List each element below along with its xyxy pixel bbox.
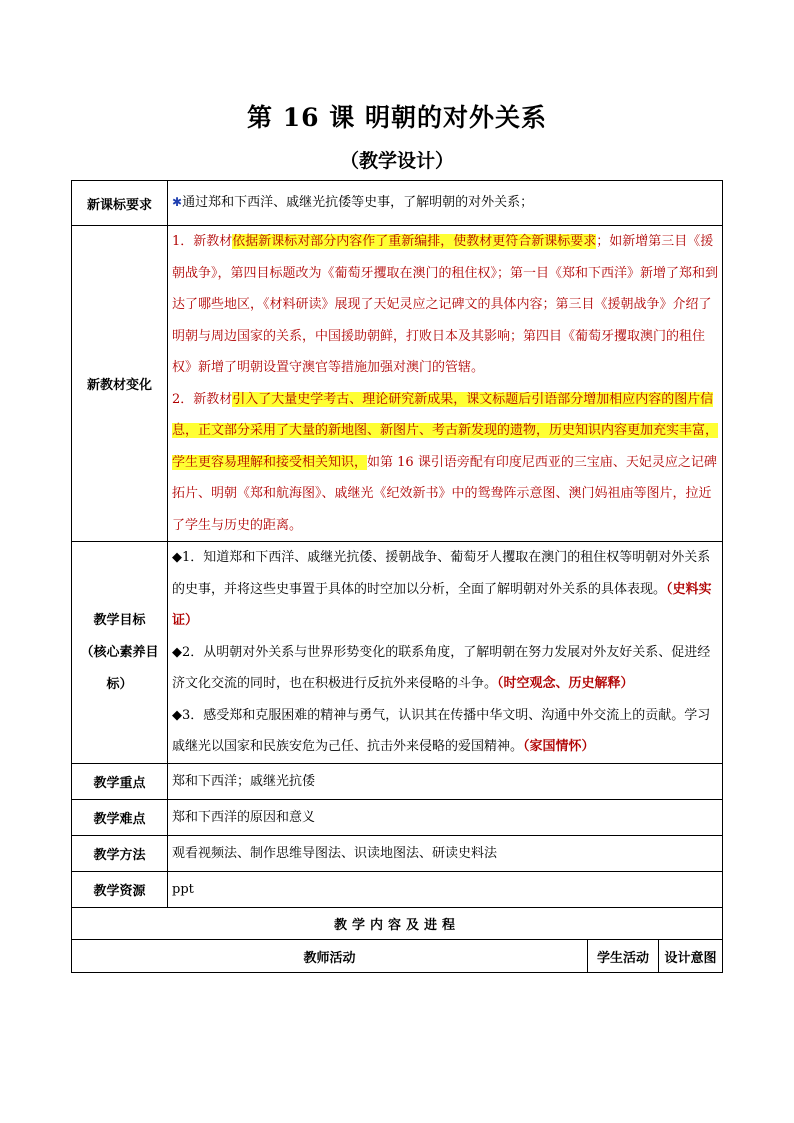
goal-3-tag: （家国情怀） xyxy=(523,739,595,755)
col-teacher-activity: 教师活动 xyxy=(72,940,588,973)
row-teaching-resources xyxy=(72,872,723,908)
goal-2-tag: （时空观念、历史解释） xyxy=(497,676,634,692)
changes-p1-prefix: 1．新教材 xyxy=(172,234,233,249)
methods-text: 观看视频法、制作思维导图法、识读地图法、研读史料法 xyxy=(168,836,723,872)
goals-label-line-1: 教学目标 xyxy=(93,612,146,628)
row-teaching-methods xyxy=(72,836,723,872)
star-icon: ✱ xyxy=(172,195,183,210)
row-teaching-difficulty xyxy=(72,800,723,836)
row-teaching-goals xyxy=(72,542,723,764)
page-title: 第 16 课 明朝的对外关系 xyxy=(247,103,547,132)
goal-3-text: ◆3．感受郑和克服困难的精神与勇气，认识其在传播中华文明、沟通中外交流上的贡献。学习戚继光以国家和民族安危为己任、抗击外来侵略的爱国精神。 xyxy=(172,707,711,755)
difficulty-text: 郑和下西洋的原因和意义 xyxy=(168,800,723,836)
goal-3 xyxy=(172,700,718,763)
row-process-columns xyxy=(72,940,723,973)
changes-p2-text: 如第 16 课引语旁配有印度尼西亚的三宝庙、天妃灵应之记碑拓片、明朝《郑和航海图》、戚继光《纪效新书》中的鸳鸯阵示意图、澳门妈祖庙等图片，拉近了学生与历史的距离。 xyxy=(172,454,717,533)
goals-label xyxy=(72,542,168,764)
goal-2 xyxy=(172,637,718,700)
goals-content xyxy=(168,542,723,764)
row-teaching-focus xyxy=(72,764,723,800)
row-textbook-changes xyxy=(72,226,723,542)
goal-1 xyxy=(172,542,718,637)
col-design-intent: 设计意图 xyxy=(659,940,723,973)
page-subtitle: （教学设计） xyxy=(339,150,454,172)
goals-label-line-2: （核心素养目 xyxy=(80,644,159,660)
difficulty-label: 教学难点 xyxy=(72,800,168,836)
goal-1-text: ◆1．知道郑和下西洋、戚继光抗倭、援朝战争、葡萄牙人攫取在澳门的租住权等明朝对外关系的史事，并将这些史事置于具体的时空加以分析，全面了解明朝对外关系的具体表现。 xyxy=(172,550,711,597)
lesson-plan-table xyxy=(71,180,723,973)
resources-label: 教学资源 xyxy=(72,872,168,908)
changes-paragraph-1 xyxy=(172,226,718,384)
process-header: 教学内容及进程 xyxy=(72,908,723,940)
curriculum-content xyxy=(168,181,723,226)
focus-text: 郑和下西洋；戚继光抗倭 xyxy=(168,764,723,800)
changes-p1-highlight: 依据新课标对部分内容作了重新编排，使教材更符合新课标要求 xyxy=(232,234,597,249)
methods-label: 教学方法 xyxy=(72,836,168,872)
goals-label-line-3: 标） xyxy=(106,676,133,692)
goal-1-tag: （史料实证） xyxy=(172,581,712,629)
curriculum-label: 新课标要求 xyxy=(72,181,168,226)
changes-paragraph-2 xyxy=(172,384,718,542)
goal-2-text: ◆2．从明朝对外关系与世界形势变化的联系角度，了解明朝在努力发展对外友好关系、促进经济文化交流的同时，也在积极进行反抗外来侵略的斗争。 xyxy=(172,644,711,692)
changes-content xyxy=(168,226,723,542)
resources-text: ppt xyxy=(168,872,723,908)
changes-p2-prefix: 2．新教材 xyxy=(172,391,233,407)
col-student-activity: 学生活动 xyxy=(588,940,659,973)
changes-p1-text: ；如新增第三目《援朝战争》，第四目标题改为《葡萄牙攫取在澳门的租住权》；第一目《郑和下西洋》新增了郑和到达了哪些地区，《材料研读》展现了天妃灵应之记碑文的具体内容；第三目《援朝战争》介绍了明朝与周边国家的关系，中国援助朝鲜，打败日本及其影响；第四目《葡萄牙攫取澳门的租住权》新增了明朝设置守澳官等措施加强对澳门的管辖。 xyxy=(172,234,719,375)
row-process-header xyxy=(72,908,723,940)
focus-label: 教学重点 xyxy=(72,764,168,800)
curriculum-text: 通过郑和下西洋、戚继光抗倭等史事，了解明朝的对外关系； xyxy=(182,195,534,211)
row-curriculum xyxy=(72,181,723,226)
changes-label: 新教材变化 xyxy=(72,226,168,542)
changes-p2-highlight: 引入了大量史学考古、理论研究新成果，课文标题后引语部分增加相应内容的图片信息，正文部分采用了大量的新地图、新图片、考古新发现的遗物，历史知识内容更加充实丰富，学生更容易理解和接受相关知识， xyxy=(172,391,719,470)
